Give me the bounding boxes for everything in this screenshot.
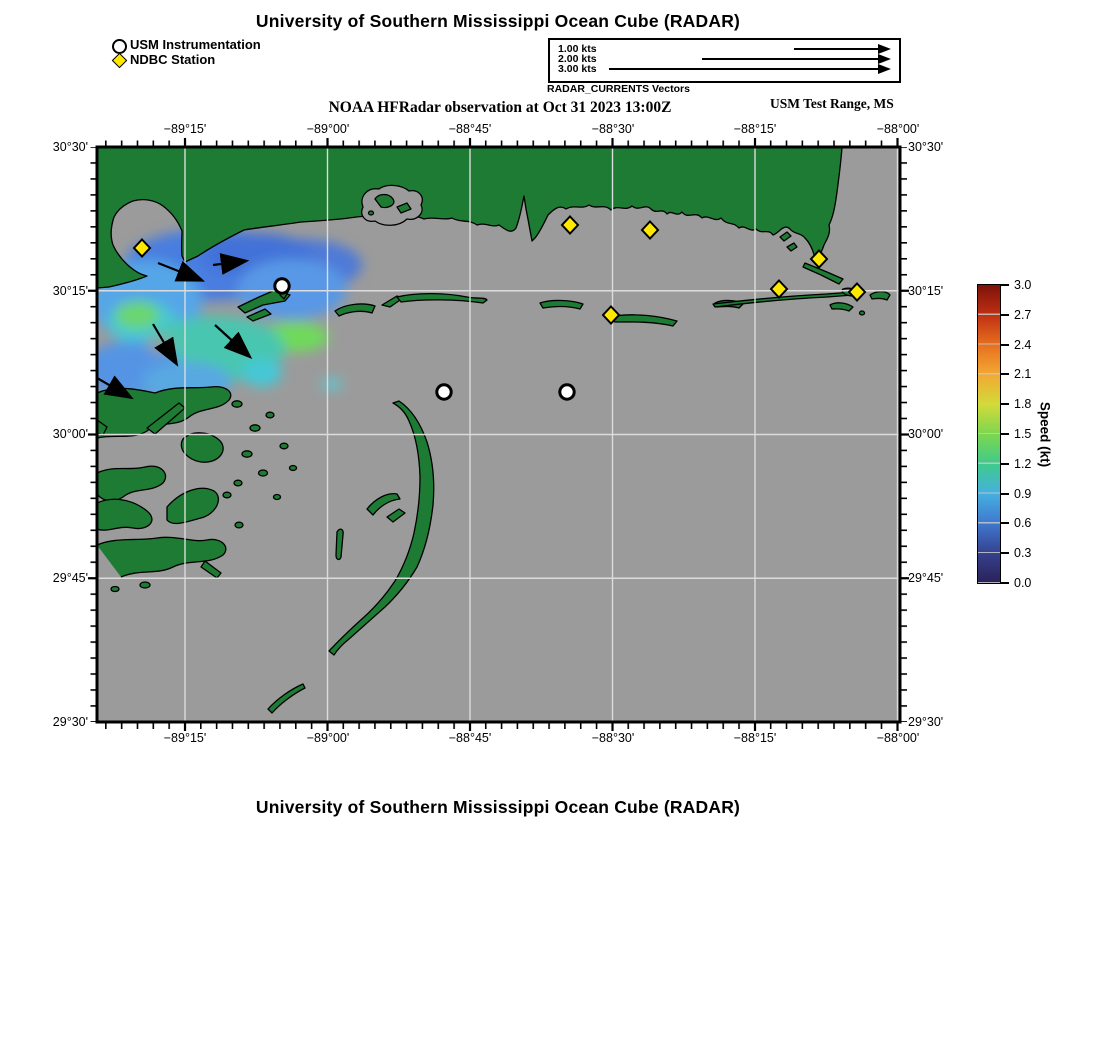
colorbar-tick: 0.6 — [1001, 515, 1031, 531]
vector-2kt-line — [702, 58, 880, 60]
ndbc-diamond-icon — [112, 53, 128, 69]
vector-scale-entry: 3.00 kts — [558, 63, 597, 75]
lat-tick-label: 30°15' — [908, 284, 944, 298]
lat-tick-label: 29°45' — [908, 571, 944, 585]
legend-usm-label: USM Instrumentation — [130, 37, 261, 52]
colorbar-tick: 3.0 — [1001, 277, 1031, 293]
lon-tick-label: −89°15' — [163, 122, 207, 136]
colorbar-tick: 1.8 — [1001, 396, 1031, 412]
footer-title: University of Southern Mississippi Ocean Cube (RADAR) — [255, 797, 741, 817]
usm-instrument-marker — [275, 279, 289, 293]
vector-2kt-arrowhead-icon — [878, 54, 891, 64]
lat-tick-label: 29°45' — [52, 571, 88, 585]
lon-tick-label: −88°30' — [591, 122, 635, 136]
page-title: University of Southern Mississippi Ocean Cube (RADAR) — [255, 11, 741, 31]
lon-tick-label: −89°00' — [306, 731, 350, 745]
lat-tick-label: 30°00' — [52, 427, 88, 441]
vector-1kt-arrowhead-icon — [878, 44, 891, 54]
vector-3kt-arrowhead-icon — [878, 64, 891, 74]
legend-ndbc-label: NDBC Station — [130, 52, 216, 67]
lon-tick-label: −89°15' — [163, 731, 207, 745]
vector-scale-entry: 2.00 kts — [558, 53, 597, 65]
colorbar-tick: 1.2 — [1001, 456, 1031, 472]
lat-tick-label: 30°30' — [52, 140, 88, 154]
lon-tick-label: −88°15' — [733, 731, 777, 745]
speed-colorbar — [977, 284, 1001, 584]
lon-tick-label: −89°00' — [306, 122, 350, 136]
lat-tick-label: 29°30' — [908, 715, 944, 729]
lon-tick-label: −88°00' — [876, 122, 920, 136]
colorbar-tick: 2.1 — [1001, 366, 1031, 382]
vector-scale-box — [548, 38, 901, 83]
lat-tick-label: 30°30' — [908, 140, 944, 154]
vector-3kt-line — [609, 68, 880, 70]
vector-scale-caption: RADAR_CURRENTS Vectors — [547, 83, 690, 95]
map-plot — [87, 137, 912, 734]
colorbar-tick: 2.4 — [1001, 337, 1031, 353]
vector-scale-entry: 1.00 kts — [558, 43, 597, 55]
colorbar-tick: 2.7 — [1001, 307, 1031, 323]
colorbar-tick: 0.9 — [1001, 486, 1031, 502]
region-label: USM Test Range, MS — [770, 96, 894, 111]
lat-tick-label: 30°15' — [52, 284, 88, 298]
lat-tick-label: 30°00' — [908, 427, 944, 441]
lon-tick-label: −88°00' — [876, 731, 920, 745]
colorbar-tick: 0.0 — [1001, 575, 1031, 591]
colorbar-axis-label: Speed (kt) — [1037, 401, 1053, 468]
map-subtitle: NOAA HFRadar observation at Oct 31 2023 13:00Z — [328, 99, 672, 116]
colorbar-tick: 1.5 — [1001, 426, 1031, 442]
lon-tick-label: −88°15' — [733, 122, 777, 136]
colorbar-tick: 0.3 — [1001, 545, 1031, 561]
vector-1kt-line — [794, 48, 880, 50]
usm-instrument-marker — [437, 385, 451, 399]
lon-tick-label: −88°45' — [448, 731, 492, 745]
lon-tick-label: −88°30' — [591, 731, 635, 745]
lat-tick-label: 29°30' — [52, 715, 88, 729]
lon-tick-label: −88°45' — [448, 122, 492, 136]
usm-instrument-marker — [560, 385, 574, 399]
